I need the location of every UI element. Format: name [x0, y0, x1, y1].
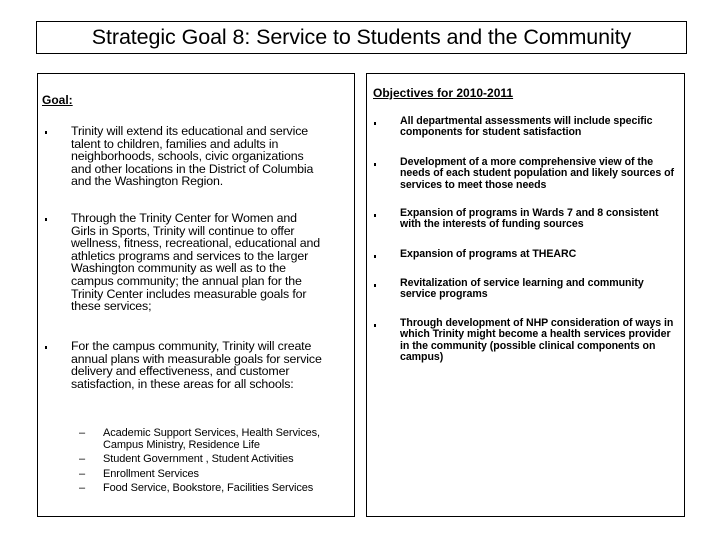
dash-icon: –	[79, 427, 86, 439]
slide-title-text: Strategic Goal 8: Service to Students and the Community	[91, 25, 632, 49]
objective-bullet: Revitalization of service learning and community service programs	[400, 277, 644, 301]
sub-list-item: – Enrollment Services	[79, 468, 199, 480]
sub-list-item: – Student Government , Student Activities	[79, 453, 294, 465]
slide-title	[36, 21, 687, 54]
objectives-heading: Objectives for 2010-2011	[373, 86, 514, 100]
goal-bullet: For the campus community, Trinity will create annual plans with measurable goals for service delivery and effectiveness, and customer satisfaction, in these areas for all schools:	[71, 339, 322, 391]
goal-panel	[37, 73, 355, 517]
objectives-panel	[366, 73, 685, 517]
sub-list-item: – Academic Support Services, Health Services, Campus Ministry, Residence Life	[79, 427, 321, 451]
objective-bullet: Through development of NHP consideration of ways in which Trinity might become a health services provider in the community (possible clinical components on campus)	[400, 317, 674, 363]
sub-list-item: – Food Service, Bookstore, Facilities Services	[79, 482, 314, 494]
goal-heading: Goal:	[42, 93, 73, 107]
objective-bullet: Expansion of programs in Wards 7 and 8 consistent with the interests of funding sources	[400, 207, 659, 231]
dash-icon: –	[79, 453, 86, 465]
goal-bullet: Trinity will extend its educational and service talent to children, families and adults in neighborhoods, schools, civic organizations and other locations in the District of Columbia and the Washington Region.	[71, 124, 314, 189]
objective-bullet: Development of a more comprehensive view of the needs of each student population and likely sources of services to meet those needs	[400, 156, 674, 191]
objective-bullet: All departmental assessments will include specific components for student satisfaction	[400, 115, 653, 139]
goal-bullet: Through the Trinity Center for Women and Girls in Sports, Trinity will continue to offer wellness, fitness, recreational, educational and athletics programs and services to the larger Washington community as well as to the campus community; the annual plan for the Trinity Center includes measurable goals for these services;	[71, 211, 321, 314]
dash-icon: –	[79, 482, 86, 494]
dash-icon: –	[79, 468, 86, 480]
objective-bullet: Expansion of programs at THEARC	[400, 248, 577, 260]
